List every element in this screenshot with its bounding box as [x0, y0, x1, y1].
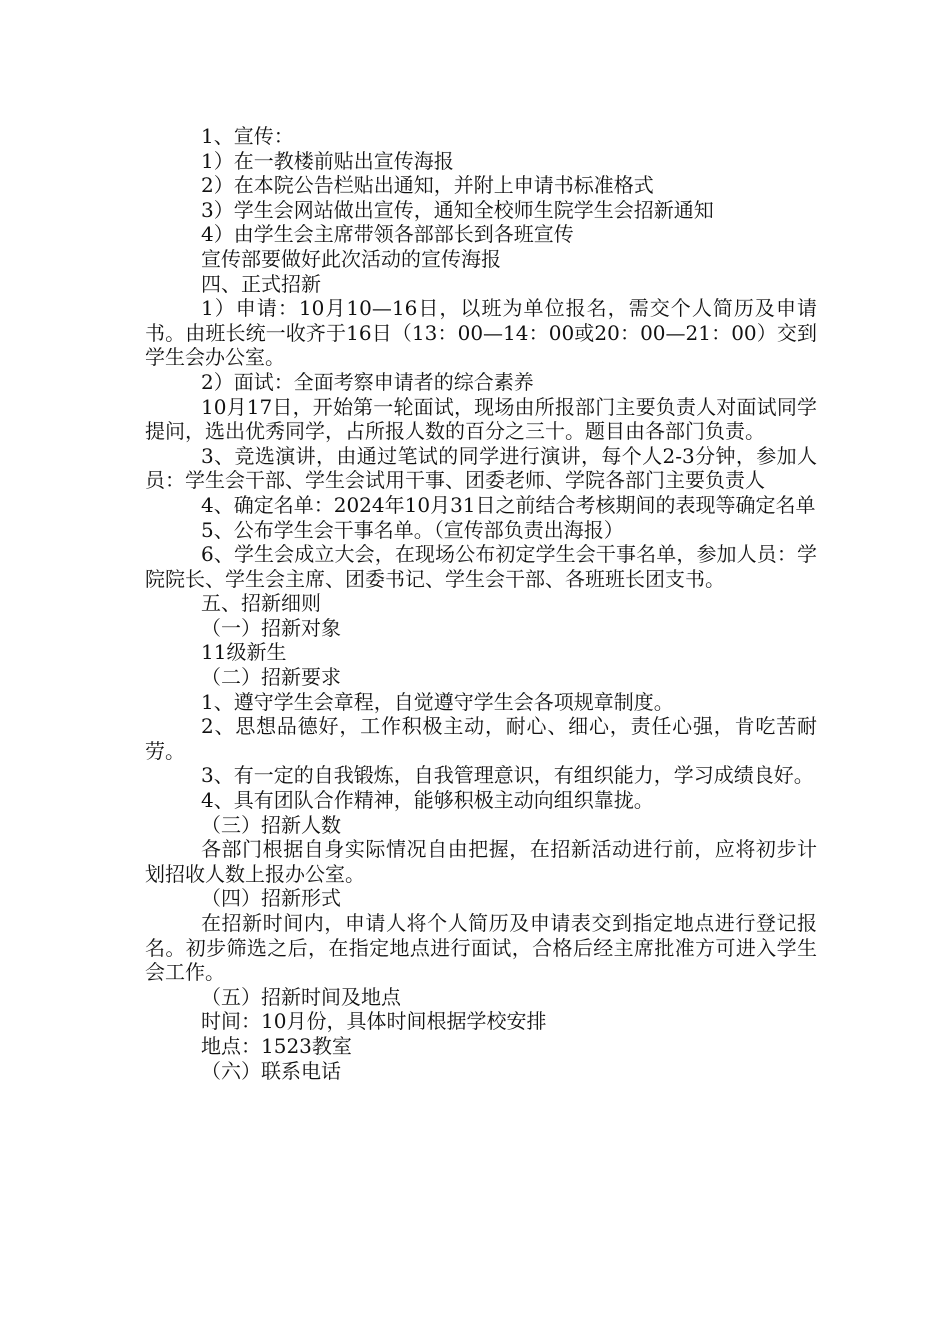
paragraph: 1）申请：10月10—16日，以班为单位报名，需交个人简历及申请书。由班长统一收齐于16日（13：00—14：00或20：00—21：00）交到学生会办公室。	[145, 296, 817, 370]
paragraph: 3、竞选演讲，由通过笔试的同学进行演讲，每个人2-3分钟，参加人员：学生会干部、学生会试用干事、团委老师、学院各部门主要负责人	[145, 443, 817, 493]
paragraph: 时间：10月份，具体时间根据学校安排	[201, 1009, 547, 1034]
paragraph: 4、确定名单：2024年10月31日之前结合考核期间的表现等确定名单	[201, 492, 816, 517]
paragraph: 3、有一定的自我锻炼，自我管理意识，有组织能力，学习成绩良好。	[201, 763, 814, 788]
paragraph: 宣传部要做好此次活动的宣传海报	[201, 246, 501, 271]
subsection-heading: （一）招新对象	[201, 615, 341, 640]
paragraph: 10月17日，开始第一轮面试，现场由所报部门主要负责人对面试同学提问，选出优秀同学，占所报人数的百分之三十。题目由各部门负责。	[145, 394, 817, 444]
paragraph: 1、宣传：	[201, 124, 294, 148]
document-body	[145, 124, 817, 1083]
paragraph: 在招新时间内，申请人将个人简历及申请表交到指定地点进行登记报名。初步筛选之后，在指定地点进行面试，合格后经主席批准方可进入学生会工作。	[145, 911, 817, 985]
paragraph: 4、具有团队合作精神，能够积极主动向组织靠拢。	[201, 788, 654, 813]
paragraph: 地点：1523教室	[201, 1033, 352, 1058]
paragraph: 1）在一教楼前贴出宣传海报	[201, 148, 454, 173]
paragraph: 3）学生会网站做出宣传，通知全校师生院学生会招新通知	[201, 197, 714, 222]
paragraph: 11级新生	[201, 640, 287, 665]
section-heading: 五、招新细则	[201, 591, 321, 616]
paragraph: 6、学生会成立大会，在现场公布初定学生会干事名单，参加人员：学院院长、学生会主席、团委书记、学生会干部、各班班长团支书。	[145, 542, 817, 591]
section-heading: 四、正式招新	[201, 271, 321, 296]
paragraph: 2、思想品德好，工作积极主动，耐心、细心，责任心强，肯吃苦耐劳。	[145, 714, 817, 763]
paragraph: 各部门根据自身实际情况自由把握，在招新活动进行前，应将初步计划招收人数上报办公室。	[145, 837, 817, 886]
paragraph: 2）面试：全面考察申请者的综合素养	[201, 369, 534, 394]
subsection-heading: （二）招新要求	[201, 665, 341, 690]
paragraph: 4）由学生会主席带领各部部长到各班宣传	[201, 222, 574, 247]
subsection-heading: （三）招新人数	[201, 812, 341, 837]
subsection-heading: （五）招新时间及地点	[201, 984, 401, 1009]
subsection-heading: （四）招新形式	[201, 886, 341, 911]
subsection-heading: （六）联系电话	[201, 1058, 341, 1083]
paragraph: 1、遵守学生会章程，自觉遵守学生会各项规章制度。	[201, 689, 674, 714]
paragraph: 5、公布学生会干事名单。（宣传部负责出海报）	[201, 517, 624, 542]
paragraph: 2）在本院公告栏贴出通知，并附上申请书标准格式	[201, 173, 654, 198]
